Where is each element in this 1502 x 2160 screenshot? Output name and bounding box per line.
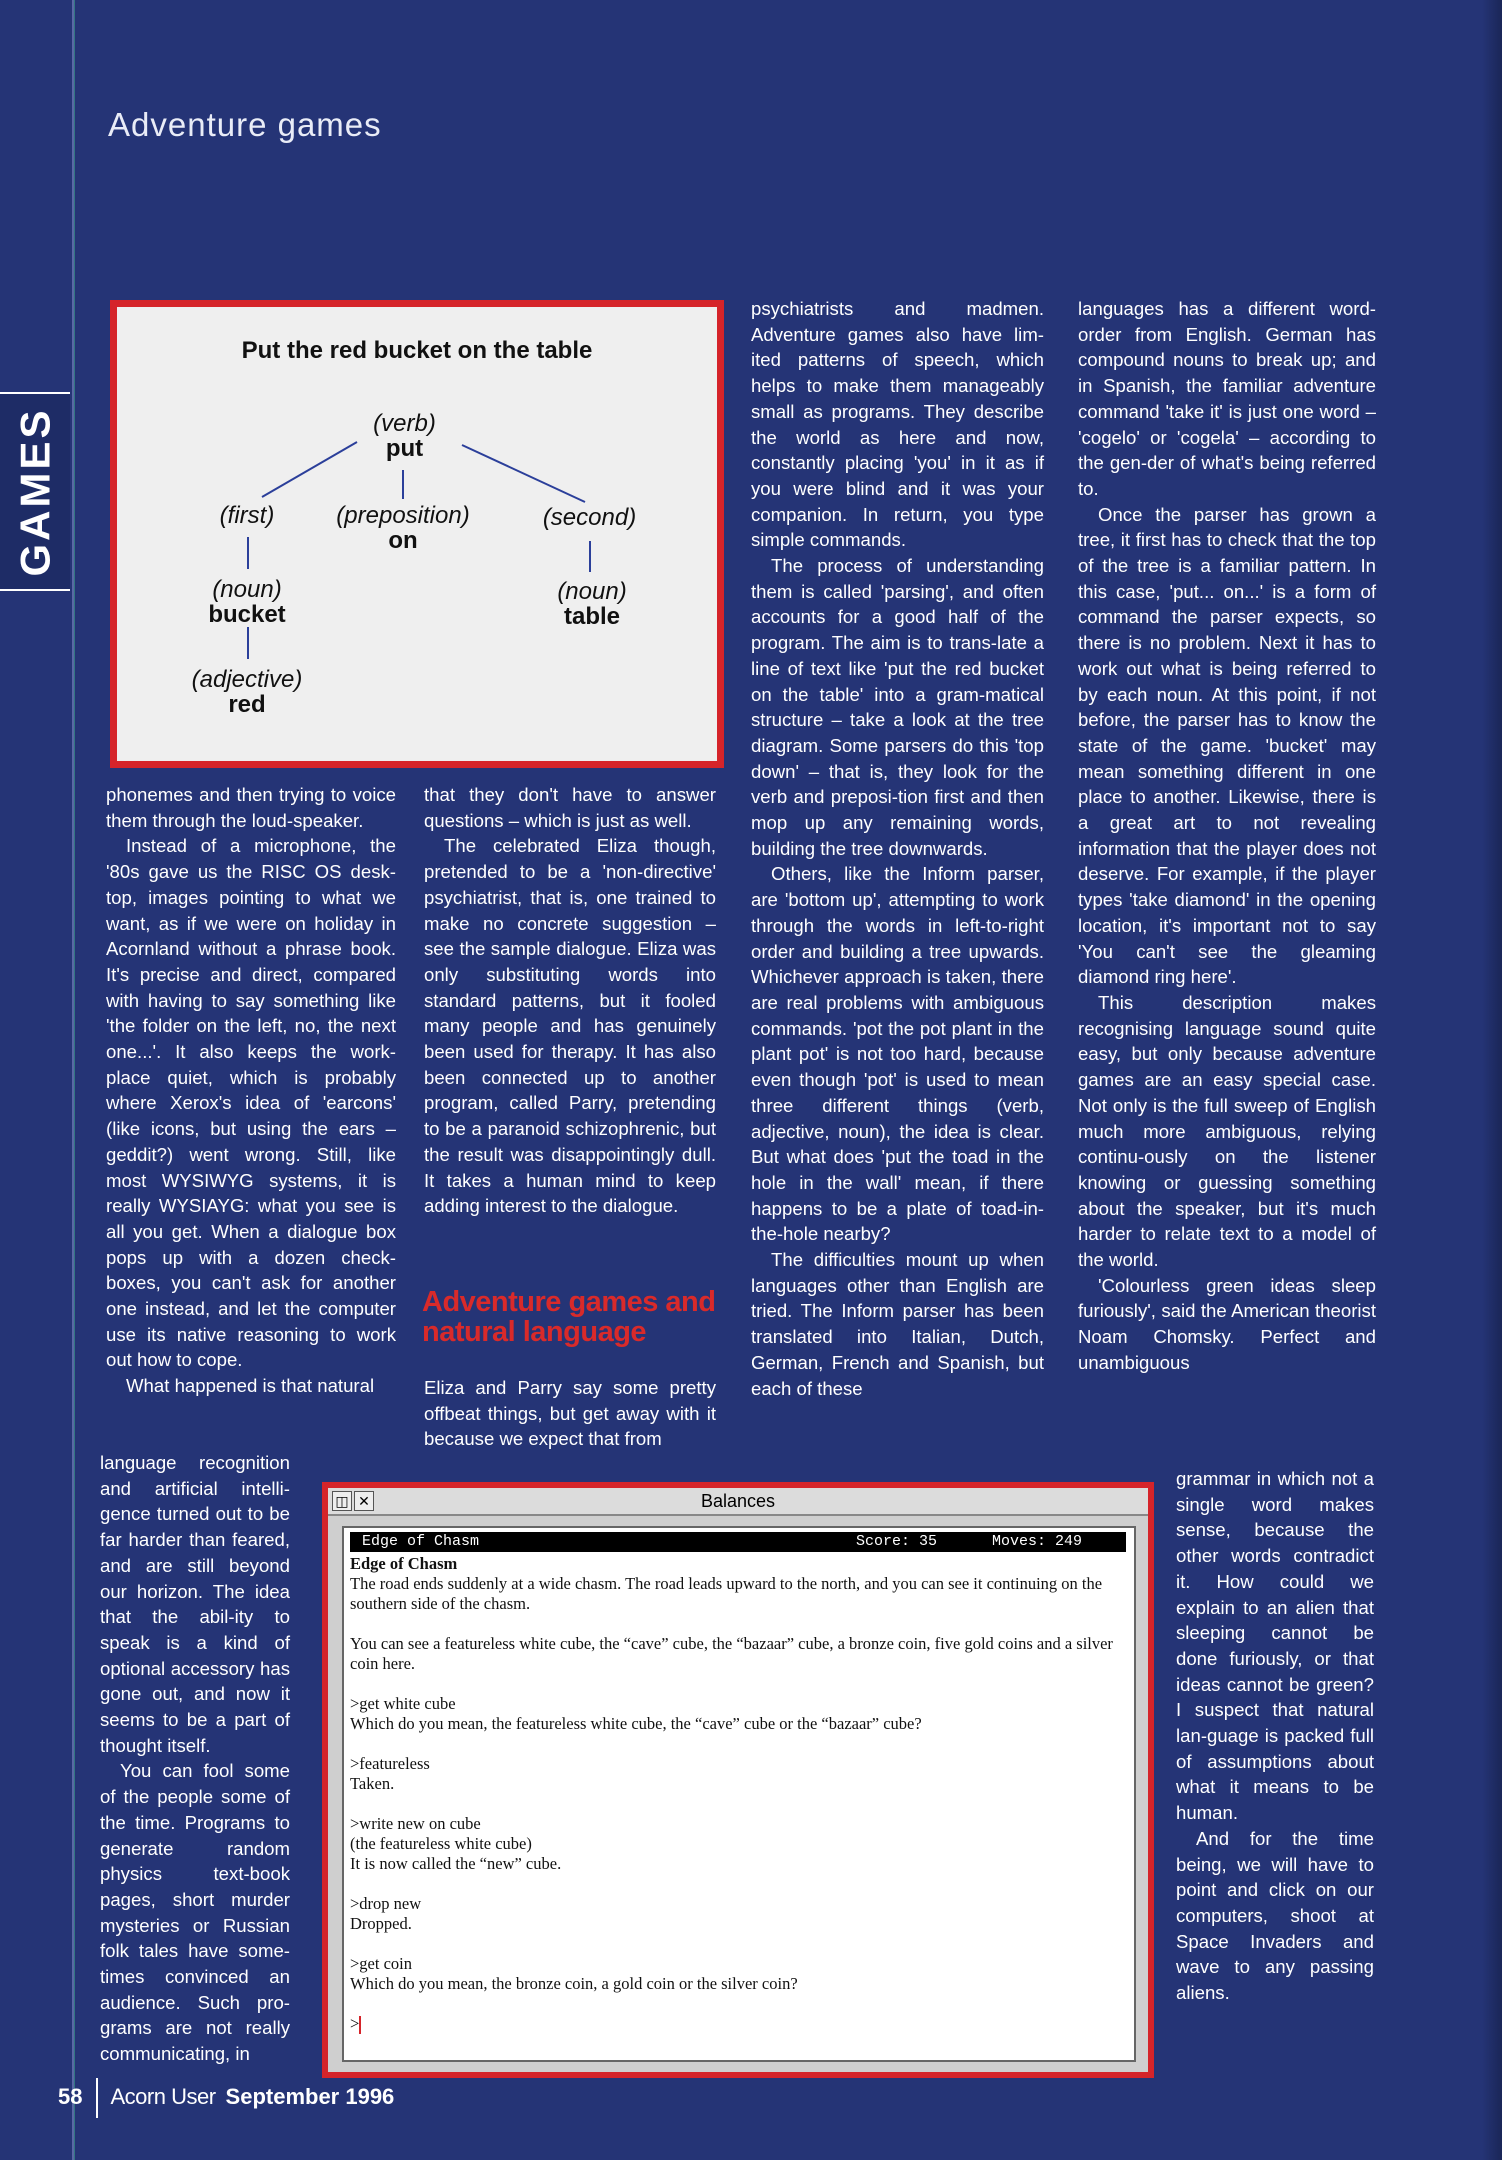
article-paragraph: languages has a different word-order from English. German has compound nouns to break up; and in Spanish, the familiar adventure command 'take it' is just one word – 'cogelo' or 'cogela' – according to the gen-der of what's being referred to. — [1078, 298, 1376, 499]
article-paragraph: Eliza and Parry say some pretty offbeat things, but get away with it because we expect that from — [424, 1377, 716, 1450]
tree-edge — [462, 445, 585, 502]
window-back-icon[interactable]: ◫ — [332, 1491, 352, 1511]
tree-node-noun-table — [527, 579, 657, 629]
magazine-name: Acorn User — [110, 2083, 216, 2109]
tree-node-first — [187, 503, 307, 528]
issue-date: September 1996 — [225, 2083, 395, 2109]
tree-node-role: (preposition) — [336, 502, 470, 529]
parse-tree-diagram — [110, 300, 724, 768]
tree-node-role: (noun) — [557, 578, 627, 605]
tree-node-adjective — [177, 667, 317, 717]
status-moves: Moves: 249 — [992, 1533, 1083, 1550]
tree-node-role: (second) — [542, 504, 637, 531]
game-status-bar — [350, 1532, 1126, 1552]
article-column-2-after — [424, 1375, 716, 1452]
article-paragraph: that they don't have to answer questions – which is just as well. — [424, 784, 716, 831]
tree-node-word: bucket — [208, 601, 286, 628]
text-cursor — [359, 2016, 361, 2034]
status-location: Edge of Chasm — [362, 1533, 480, 1550]
transcript-block: The road ends suddenly at a wide chasm. The road leads upward to the north, and you can see it continuing on the southern side of the chasm. — [350, 1574, 1103, 1613]
tree-node-role: (adjective) — [191, 666, 303, 693]
section-tab — [0, 392, 70, 591]
tree-node-word: put — [385, 435, 424, 462]
window-title-bar — [328, 1488, 1148, 1516]
article-paragraph: grammar in which not a single word makes sense, because the other words contradict it. How could we explain to an alien that sleeping cannot be done furiously, or that ideas cannot be green? I suspect that natural lan-guage is packed full of assumptions about what it means to be human. — [1176, 1468, 1374, 1824]
tree-node-role: (verb) — [373, 410, 436, 437]
article-column-4 — [1078, 296, 1376, 1376]
location-heading: Edge of Chasm — [350, 1554, 458, 1573]
article-column-2 — [424, 782, 716, 1219]
section-subhead: Adventure games and natural language — [422, 1286, 716, 1348]
article-paragraph: The process of understanding them is called 'parsing', and often accounts for a good half of the program. The aim is to trans-late a line of text like 'put the red bucket on the table' into a gram-matical structure – take a look at the tree diagram. Some parsers do this 'top down' – that is, they look for the verb and preposi-tion first and then mop up any remaining words, building the tree downwards. — [751, 555, 1044, 859]
page-number: 58 — [58, 2083, 83, 2109]
transcript-block: >get coin Which do you mean, the bronze coin, a gold coin or the silver coin? — [350, 1954, 798, 1993]
tree-node-role: (noun) — [212, 576, 282, 603]
footer-divider — [96, 2078, 98, 2118]
tree-node-word: table — [563, 603, 620, 630]
article-paragraph: The celebrated Eliza though, pretended to be a 'non-directive' psychiatrist, that is, one trained to make no concrete suggestion – see the sample dialogue. Eliza was only substituting words into standard patterns, but it fooled many people and has genuinely been used for therapy. It has also been connected up to another program, called Parry, pretending to be a paranoid schizophrenic, but the result was disappointingly dull. It takes a human mind to keep adding interest to the dialogue. — [424, 835, 716, 1217]
tree-node-word: on — [388, 527, 418, 554]
article-column-1 — [106, 782, 396, 1399]
article-paragraph: 'Colourless green ideas sleep furiously', said the American theorist Noam Chomsky. Perfect and unambiguous — [1078, 1274, 1376, 1373]
tree-node-second — [517, 505, 662, 530]
diagram-title: Put the red bucket on the table — [241, 337, 593, 364]
section-tab-label: GAMES — [11, 406, 59, 577]
page-edge-rule-accent — [74, 0, 75, 2160]
article-column-1-wrap — [100, 1450, 290, 2067]
tree-node-noun-bucket — [187, 577, 307, 627]
page-edge-shadow — [1482, 0, 1502, 2160]
tree-node-role: (first) — [219, 502, 275, 529]
game-text-pane[interactable] — [342, 1526, 1136, 2062]
status-score: Score: 35 — [856, 1533, 938, 1550]
article-paragraph: And for the time being, we will have to point and click on our computers, shoot at Space Invaders and wave to any passing aliens. — [1176, 1827, 1374, 2004]
article-paragraph: psychiatrists and madmen. Adventure games also have lim-ited patterns of speech, which helps to make them manageably small as programs. They describe the world as here and now, constantly placing 'you' in it as if you were blind and it was your companion. In return, you type simple commands. — [751, 298, 1044, 551]
game-transcript — [350, 1554, 1120, 2054]
transcript-block: You can see a featureless white cube, the “cave” cube, the “bazaar” cube, a bronze coin, five gold coins and a silver coin here. — [350, 1634, 1113, 1673]
transcript-block: >featureless Taken. — [350, 1754, 430, 1793]
tree-node-word: red — [228, 691, 266, 718]
window-close-icon[interactable]: ✕ — [354, 1491, 374, 1511]
article-paragraph: You can fool some of the people some of the time. Programs to generate random physics text-book pages, short murder mysteries or Russian folk tales have some-times convinced an audience. Such pro-grams are not really communicating, in — [100, 1760, 290, 2065]
article-column-3 — [751, 296, 1044, 1401]
game-window-screenshot — [322, 1482, 1154, 2078]
window-title: Balances — [700, 1491, 776, 1511]
tree-node-preposition — [323, 503, 483, 553]
tree-edge — [262, 442, 357, 497]
page-footer — [58, 2078, 394, 2118]
article-paragraph: This description makes recognising language sound quite easy, but only because adventure games are an easy special case. Not only is the full sweep of English much more ambiguous, relying continu-ously on the listener knowing or guessing something about the speaker, but it's much harder to relate text to a model of the world. — [1078, 991, 1376, 1271]
article-paragraph: What happened is that natural — [126, 1375, 375, 1397]
command-prompt[interactable] — [350, 2014, 1120, 2034]
prompt-symbol: > — [350, 2014, 360, 2033]
article-paragraph: Others, like the Inform parser, are 'bottom up', attempting to work through the words in left-to-right order and building a tree upwards. Whichever approach is taken, there are real problems with ambiguous commands. 'pot the pot plant in the plant pot' is not too hard, because even though 'pot' is used to mean three different things (verb, adjective, noun), the idea is clear. But what does 'put the toad in the hole in the wall' mean, if there happens to be a plate of toad-in-the-hole nearby? — [751, 863, 1044, 1245]
transcript-block: >drop new Dropped. — [350, 1894, 422, 1933]
article-column-4-wrap — [1176, 1466, 1374, 2006]
transcript-block: >get white cube Which do you mean, the featureless white cube, the “cave” cube or the “bazaar” cube? — [350, 1694, 922, 1733]
transcript-block: >write new on cube (the featureless white cube) It is now called the “new” cube. — [350, 1814, 562, 1873]
article-paragraph: language recognition and artificial intelli-gence turned out to be far harder than feared, and are still beyond our horizon. The idea that the abil-ity to speak is a kind of optional accessory has gone out, and now it seems to be a part of thought itself. — [100, 1452, 290, 1756]
running-head: Adventure games — [108, 106, 382, 143]
article-paragraph: Once the parser has grown a tree, it first has to check that the top of the tree is a familiar pattern. In this case, 'put... on...' is a form of command the parser expects, so there is no problem. Next it has to work out what is being referred to by each noun. At this point, if not before, the parser has to know the state of the game. 'bucket' may mean something different in one place to another. Likewise, there is a great art to not revealing information that the player does not deserve. For example, if the player types 'take diamond' in the opening location, it's important not to say 'You can't see the gleaming diamond ring here'. — [1078, 503, 1376, 988]
article-paragraph: The difficulties mount up when languages other than English are tried. The Inform parser has been translated into Italian, Dutch, German, French and Spanish, but each of these — [751, 1249, 1044, 1399]
article-paragraph: Instead of a microphone, the '80s gave us the RISC OS desk-top, images pointing to what we want, as if we were on holiday in Acornland without a phrase book. It's precise and direct, compared with having to say something like 'the folder on the left, no, the next one...'. It also keeps the work-place quiet, which is probably where Xerox's idea of 'earcons' (like icons, but using the ears – geddit?) went wrong. Still, like most WYSIWYG systems, it is really WYSIAYG: what you see is all you get. When a dialogue box pops up with a dozen check-boxes, you can't ask for another one instead, and let the computer use its native reasoning to work out how to cope. — [106, 835, 396, 1371]
article-paragraph: phonemes and then trying to voice them through the loud-speaker. — [106, 784, 396, 831]
tree-node-verb — [347, 411, 462, 461]
